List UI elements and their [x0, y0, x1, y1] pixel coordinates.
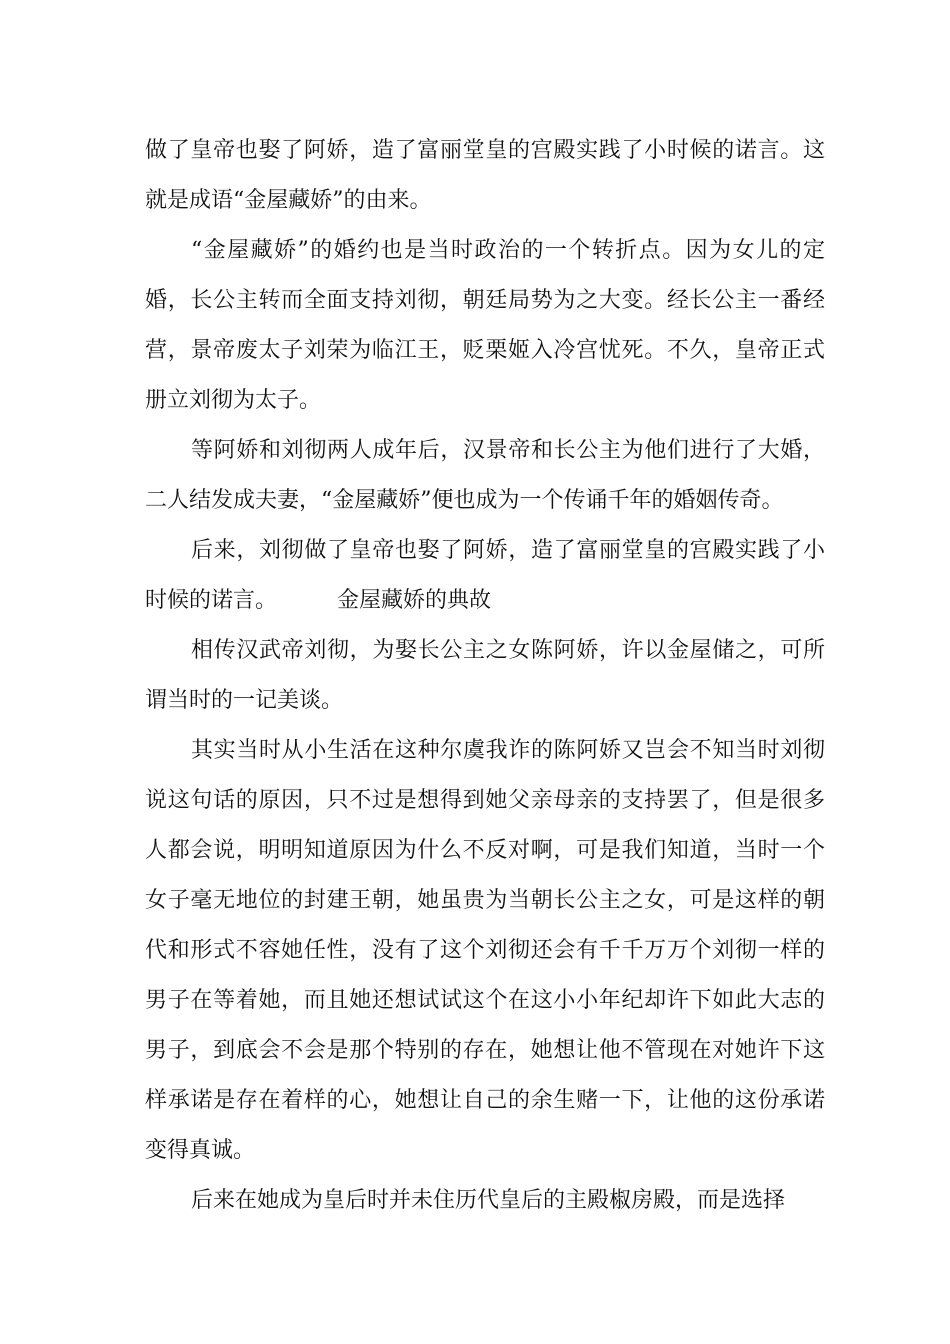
paragraph-7: 后来在她成为皇后时并未住历代皇后的主殿椒房殿，而是选择	[191, 1188, 786, 1213]
paragraph-1: 做了皇帝也娶了阿娇，造了富丽堂皇的宫殿实践了小时候的诺言。这就是成语“金屋藏娇”的由来。	[145, 138, 825, 213]
section-heading: 金屋藏娇的典故	[337, 588, 492, 613]
paragraph-4-text: 后来，刘彻做了皇帝也娶了阿娇，造了富丽堂皇的宫殿实践了小时候的诺言。	[145, 538, 825, 613]
paragraph-5: 相传汉武帝刘彻，为娶长公主之女陈阿娇，许以金屋储之，可所谓当时的一记美谈。	[145, 638, 825, 713]
paragraph-2: “金屋藏娇”的婚约也是当时政治的一个转折点。因为女儿的定婚，长公主转而全面支持刘彻，朝廷局势为之大变。经长公主一番经营，景帝废太子刘荣为临江王，贬栗姬入冷宫忧死。不久，皇帝正式册立刘彻为太子。	[145, 238, 825, 413]
paragraph-4	[145, 526, 825, 626]
document-body	[145, 126, 825, 1226]
paragraph-3: 等阿娇和刘彻两人成年后，汉景帝和长公主为他们进行了大婚，二人结发成夫妻，“金屋藏娇”便也成为一个传诵千年的婚姻传奇。	[145, 438, 825, 513]
paragraph-6: 其实当时从小生活在这种尔虞我诈的陈阿娇又岂会不知当时刘彻说这句话的原因，只不过是想得到她父亲母亲的支持罢了，但是很多人都会说，明明知道原因为什么不反对啊，可是我们知道，当时一个女子毫无地位的封建王朝，她虽贵为当朝长公主之女，可是这样的朝代和形式不容她任性，没有了这个刘彻还会有千千万万个刘彻一样的男子在等着她，而且她还想试试这个在这小小年纪却许下如此大志的男子，到底会不会是那个特别的存在，她想让他不管现在对她许下这样承诺是存在着样的心，她想让自己的余生赌一下，让他的这份承诺变得真诚。	[145, 738, 825, 1163]
